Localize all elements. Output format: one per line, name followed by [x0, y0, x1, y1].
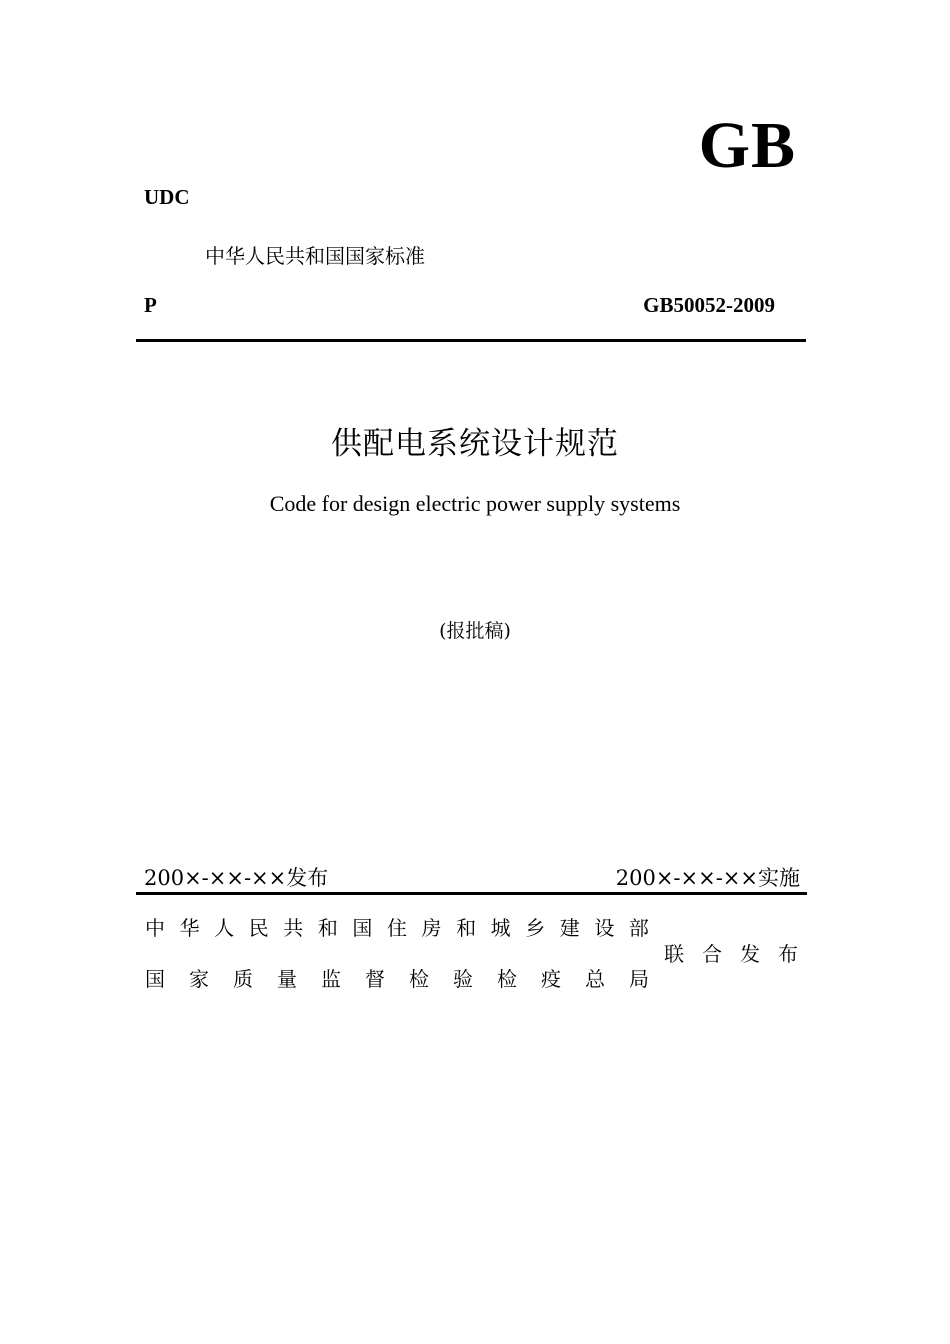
classification-code: P: [144, 293, 157, 317]
issuer-char: 检: [497, 967, 517, 991]
issuer-char: 质: [233, 967, 253, 991]
bottom-divider: [136, 892, 807, 895]
issuer-char: 建: [559, 916, 580, 940]
top-divider: [136, 339, 806, 342]
issuer-char: 乡: [525, 916, 546, 940]
draft-note: (报批稿): [439, 620, 511, 642]
document-title-english: Code for design electric power supply systems: [269, 491, 681, 516]
issuer-char: 疫: [541, 967, 561, 991]
issuer-char: 人: [214, 916, 235, 940]
issuer-char: 监: [321, 967, 341, 991]
issuer-char: 国: [145, 967, 165, 991]
issuer-char: 发: [740, 942, 760, 966]
issuer-char: 和: [456, 916, 477, 940]
udc-label: UDC: [144, 185, 190, 209]
national-standard-label: 中华人民共和国国家标准: [205, 244, 425, 268]
issuer-quality-administration: [145, 965, 649, 993]
document-title-chinese: 供配电系统设计规范: [331, 426, 619, 462]
issuer-char: 联: [664, 942, 684, 966]
issuer-char: 设: [594, 916, 615, 940]
issuer-char: 量: [277, 967, 297, 991]
issuer-char: 合: [702, 942, 722, 966]
issuer-char: 验: [453, 967, 473, 991]
issuer-char: 住: [386, 916, 407, 940]
issuer-char: 国: [352, 916, 373, 940]
issuer-char: 家: [189, 967, 209, 991]
issuer-char: 部: [628, 916, 649, 940]
effective-date: 200×-××-××实施: [615, 866, 800, 890]
issuer-ministry: [145, 914, 649, 942]
issuer-char: 检: [409, 967, 429, 991]
issuer-char: 房: [421, 916, 442, 940]
issuer-char: 民: [248, 916, 269, 940]
issuer-char: 总: [585, 967, 605, 991]
issuer-char: 和: [317, 916, 338, 940]
issuer-char: 布: [778, 942, 798, 966]
gb-mark: GB: [698, 109, 796, 182]
issuer-char: 局: [629, 967, 649, 991]
issue-date: 200×-××-××发布: [144, 866, 329, 890]
issuer-char: 华: [179, 916, 200, 940]
joint-release-label: [664, 940, 798, 968]
issuer-char: 共: [283, 916, 304, 940]
issuer-char: 中: [145, 916, 165, 940]
standard-number: GB50052-2009: [643, 293, 775, 317]
issuer-char: 督: [365, 967, 385, 991]
issuer-char: 城: [490, 916, 511, 940]
